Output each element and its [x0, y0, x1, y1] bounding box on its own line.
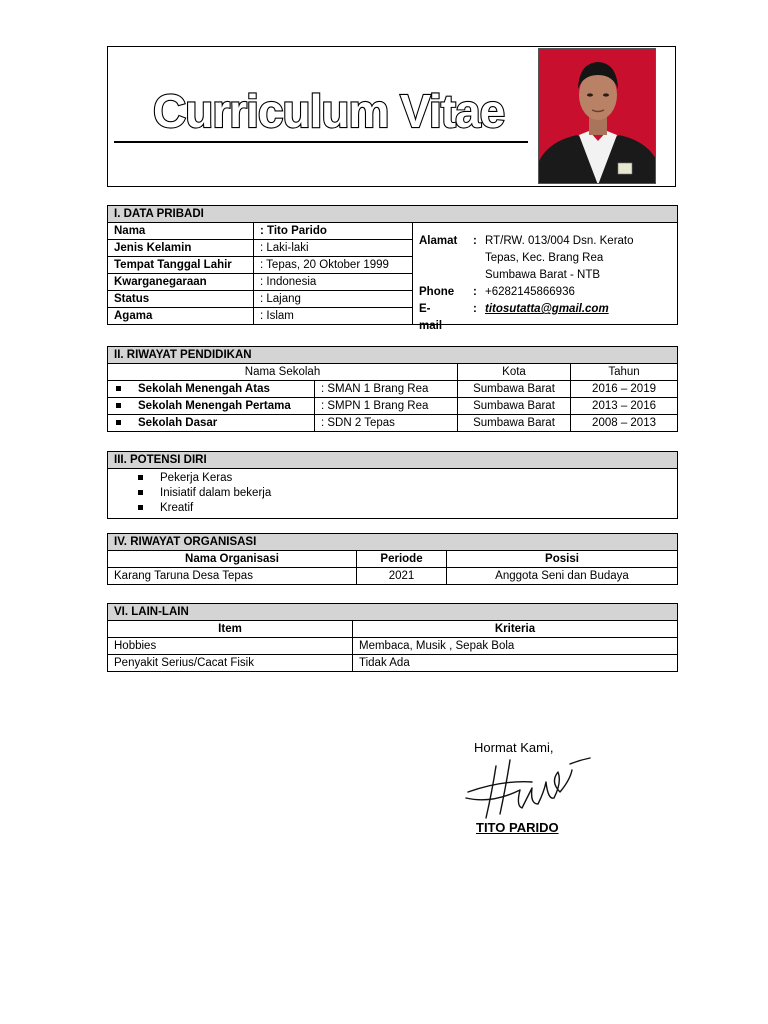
label-religion: Agama [108, 308, 254, 325]
table-row [108, 568, 678, 585]
bullet-icon [116, 386, 121, 391]
school-name: : SDN 2 Tepas [315, 415, 458, 432]
org-position: Anggota Seni dan Budaya [447, 568, 678, 585]
header-criteria: Kriteria [353, 621, 678, 638]
email-label: E-mail [419, 303, 443, 332]
table-row [108, 381, 678, 398]
list-item: Inisiatif dalam bekerja [136, 486, 671, 501]
address-line-3: Sumbawa Barat - NTB [485, 269, 601, 281]
bullet-icon [138, 505, 143, 510]
org-period: 2021 [357, 568, 447, 585]
value-status: : Lajang [254, 291, 413, 308]
school-level: Sekolah Menengah Atas [138, 383, 270, 395]
title-underline [114, 141, 528, 143]
label-name: Nama [108, 223, 254, 240]
school-level: Sekolah Dasar [138, 417, 218, 429]
other-table [107, 603, 678, 672]
school-city: Sumbawa Barat [458, 415, 571, 432]
header-city: Kota [458, 364, 571, 381]
school-years: 2016 – 2019 [571, 381, 678, 398]
value-gender: : Laki-laki [254, 240, 413, 257]
school-city: Sumbawa Barat [458, 398, 571, 415]
section-title-potential: III. POTENSI DIRI [108, 452, 678, 469]
header-position: Posisi [447, 551, 678, 568]
school-years: 2008 – 2013 [571, 415, 678, 432]
other-criteria: Tidak Ada [353, 655, 678, 672]
address-colon: : [473, 235, 477, 247]
phone-label: Phone [419, 286, 455, 298]
bullet-icon [116, 420, 121, 425]
header-year: Tahun [571, 364, 678, 381]
bullet-icon [116, 403, 121, 408]
label-gender: Jenis Kelamin [108, 240, 254, 257]
potential-list [108, 469, 678, 519]
list-item: Kreatif [136, 501, 671, 516]
school-level: Sekolah Menengah Pertama [138, 400, 291, 412]
email-link[interactable]: titosutatta@gmail.com [485, 303, 609, 315]
school-years: 2013 – 2016 [571, 398, 678, 415]
document-title: Curriculum Vitae [153, 85, 505, 137]
section-title-organization: IV. RIWAYAT ORGANISASI [108, 534, 678, 551]
email-colon: : [473, 303, 477, 315]
table-row [108, 655, 678, 672]
phone-value: +6282145866936 [485, 286, 575, 298]
school-city: Sumbawa Barat [458, 381, 571, 398]
phone-colon: : [473, 286, 477, 298]
value-name: : Tito Parido [254, 223, 413, 240]
signature-image [462, 752, 597, 824]
potential-table [107, 451, 678, 519]
value-birth: : Tepas, 20 Oktober 1999 [254, 257, 413, 274]
section-title-other: VI. LAIN-LAIN [108, 604, 678, 621]
value-religion: : Islam [254, 308, 413, 325]
label-status: Status [108, 291, 254, 308]
school-name: : SMPN 1 Brang Rea [315, 398, 458, 415]
label-nationality: Kwarganegaraan [108, 274, 254, 291]
other-item: Hobbies [108, 638, 353, 655]
table-row [108, 638, 678, 655]
bullet-icon [138, 475, 143, 480]
other-item: Penyakit Serius/Cacat Fisik [108, 655, 353, 672]
profile-photo [538, 48, 656, 184]
section-title-personal: I. DATA PRIBADI [108, 206, 678, 223]
header-item: Item [108, 621, 353, 638]
address-label: Alamat [419, 235, 458, 247]
header-school: Nama Sekolah [108, 364, 458, 381]
header-period: Periode [357, 551, 447, 568]
address-line-1: RT/RW. 013/004 Dsn. Kerato [485, 235, 634, 247]
closing-regards: Hormat Kami, [474, 740, 554, 755]
education-table [107, 346, 678, 432]
other-criteria: Membaca, Musik , Sepak Bola [353, 638, 678, 655]
list-item: Pekerja Keras [136, 471, 671, 486]
section-title-education: II. RIWAYAT PENDIDIKAN [108, 347, 678, 364]
signer-name: TITO PARIDO [476, 820, 559, 835]
address-line-2: Tepas, Kec. Brang Rea [485, 252, 604, 264]
header-org-name: Nama Organisasi [108, 551, 357, 568]
bullet-icon [138, 490, 143, 495]
value-nationality: : Indonesia [254, 274, 413, 291]
table-row [108, 398, 678, 415]
table-row [108, 415, 678, 432]
label-birth: Tempat Tanggal Lahir [108, 257, 254, 274]
school-name: : SMAN 1 Brang Rea [315, 381, 458, 398]
organization-table [107, 533, 678, 585]
org-name: Karang Taruna Desa Tepas [108, 568, 357, 585]
portrait-image [539, 49, 656, 184]
